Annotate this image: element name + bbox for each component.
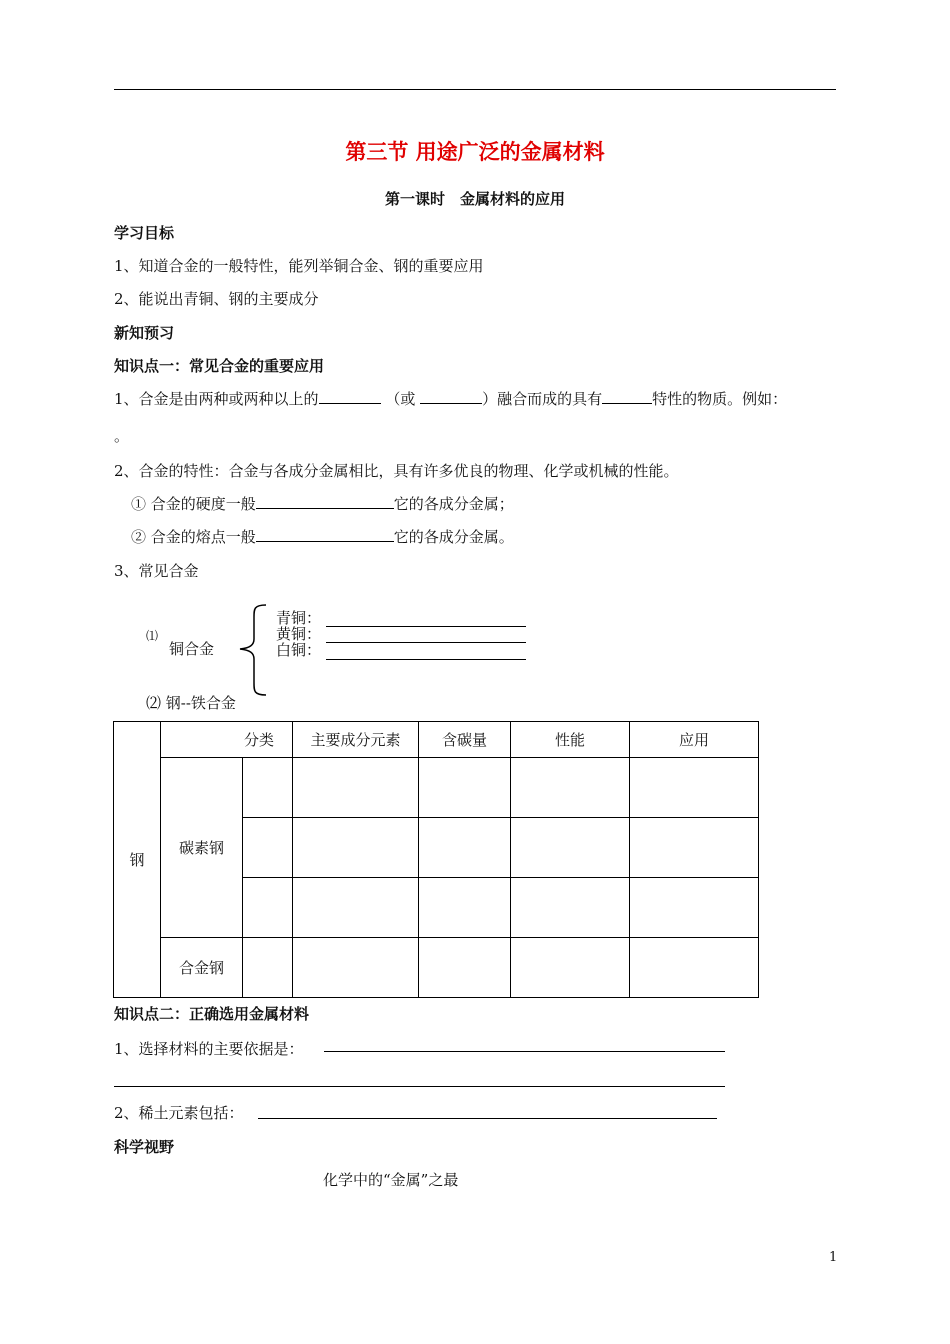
objective-item: 2、能说出青铜、钢的主要成分	[114, 290, 319, 308]
question-1	[114, 388, 787, 409]
table-cell[interactable]	[511, 938, 630, 998]
answer-blank[interactable]	[326, 659, 526, 660]
table-cell[interactable]	[243, 818, 293, 878]
answer-blank[interactable]	[256, 526, 394, 542]
table-cell[interactable]	[630, 818, 759, 878]
answer-blank[interactable]	[602, 388, 652, 404]
table-cell[interactable]	[419, 878, 511, 938]
table-header: 分类	[161, 722, 293, 758]
science-caption: 化学中的“金属”之最	[323, 1171, 459, 1189]
alloy-steel-label: 合金钢	[161, 938, 243, 998]
copper-number: ⑴	[146, 629, 159, 643]
lesson-subtitle: 第一课时 金属材料的应用	[384, 190, 565, 208]
table-cell[interactable]	[630, 758, 759, 818]
table-cell[interactable]	[630, 878, 759, 938]
table-cell[interactable]	[243, 878, 293, 938]
table-cell[interactable]	[511, 818, 630, 878]
page-number: 1	[829, 1250, 838, 1265]
preview-heading: 新知预习	[114, 324, 175, 342]
answer-blank[interactable]	[324, 1051, 725, 1052]
sub1-text-a: ① 合金的硬度一般	[131, 495, 256, 513]
answer-blank[interactable]	[319, 388, 381, 404]
q1-text-c: ）融合而成的具有	[482, 390, 603, 408]
answer-blank[interactable]	[326, 626, 526, 627]
objectives-heading: 学习目标	[114, 224, 175, 242]
table-cell[interactable]	[630, 938, 759, 998]
point2-heading: 知识点二：正确选用金属材料	[114, 1005, 310, 1023]
copper-type-white: 白铜：	[276, 641, 322, 659]
table-cell[interactable]	[419, 758, 511, 818]
header-rule	[114, 89, 836, 90]
page-title: 第三节 用途广泛的金属材料	[345, 140, 605, 164]
question-2: 2、合金的特性：合金与各成分金属相比，具有许多优良的物理、化学或机械的性能。	[114, 462, 679, 480]
question-2-sub1	[131, 493, 514, 514]
copper-type-bronze: 青铜：	[276, 609, 322, 627]
objective-item: 1、知道合金的一般特性，能列举铜合金、钢的重要应用	[114, 257, 484, 275]
sub2-text-b: 它的各成分金属。	[393, 528, 514, 546]
table-cell[interactable]	[243, 758, 293, 818]
table-header: 主要成分元素	[293, 722, 419, 758]
point2-question-1: 1、选择材料的主要依据是：	[114, 1040, 304, 1058]
q1-text-b: （或	[385, 390, 416, 408]
table-header: 含碳量	[419, 722, 511, 758]
point2-question-2: 2、稀土元素包括：	[114, 1104, 244, 1122]
answer-blank[interactable]	[326, 642, 526, 643]
table-cell[interactable]	[243, 938, 293, 998]
science-heading: 科学视野	[114, 1138, 175, 1156]
table-cell[interactable]	[511, 758, 630, 818]
steel-label: ⑵ 钢--铁合金	[146, 694, 236, 712]
question-3: 3、常见合金	[114, 562, 199, 580]
table-cell[interactable]	[419, 818, 511, 878]
table-cell[interactable]	[293, 878, 419, 938]
answer-blank[interactable]	[258, 1118, 717, 1119]
table-header: 应用	[630, 722, 759, 758]
table-cell[interactable]	[511, 878, 630, 938]
question-2-sub2	[131, 526, 514, 547]
answer-blank[interactable]	[256, 493, 394, 509]
table-cell[interactable]	[293, 758, 419, 818]
sub2-text-a: ② 合金的熔点一般	[131, 528, 256, 546]
q1-text-d: 特性的物质。例如：	[652, 390, 788, 408]
answer-blank[interactable]	[114, 1086, 725, 1087]
brace-icon	[236, 603, 270, 697]
carbon-steel-label: 碳素钢	[161, 758, 243, 938]
copper-type-list	[276, 610, 321, 658]
point1-heading: 知识点一：常见合金的重要应用	[114, 357, 325, 375]
copper-alloy-label: 铜合金	[169, 640, 215, 658]
table-cell[interactable]	[293, 818, 419, 878]
table-header: 性能	[511, 722, 630, 758]
q1-text-a: 1、合金是由两种或两种以上的	[114, 390, 319, 408]
sub1-text-b: 它的各成分金属；	[393, 495, 514, 513]
steel-table	[113, 721, 759, 998]
table-cell[interactable]	[419, 938, 511, 998]
q1-end: 。	[114, 427, 130, 445]
table-cell[interactable]	[293, 938, 419, 998]
table-group-label: 钢	[114, 722, 161, 998]
answer-blank[interactable]	[420, 388, 482, 404]
copper-type-brass: 黄铜：	[276, 625, 322, 643]
